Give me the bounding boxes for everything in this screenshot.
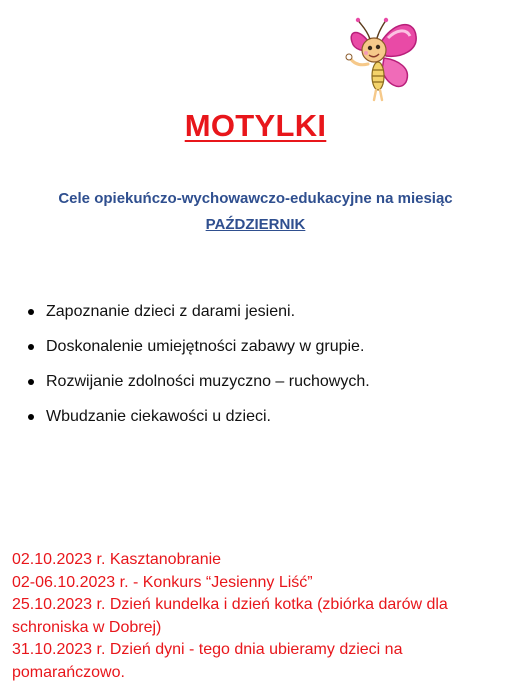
bullet-icon xyxy=(28,309,34,315)
butterfly-mascot-icon xyxy=(340,14,418,102)
events-list xyxy=(12,549,517,684)
subtitle xyxy=(0,186,511,238)
list-item xyxy=(22,405,370,440)
bullet-icon xyxy=(28,414,34,420)
list-item xyxy=(22,300,370,335)
list-item xyxy=(22,370,370,405)
page-title: MOTYLKI xyxy=(184,108,327,143)
event-item: 02.10.2023 r. Kasztanobranie xyxy=(12,551,222,568)
goal-text: Doskonalenie umiejętności zabawy w grupie. xyxy=(46,338,365,355)
bullet-icon xyxy=(28,379,34,385)
month-label: PAŹDZIERNIK xyxy=(205,216,306,233)
goal-text: Zapoznanie dzieci z darami jesieni. xyxy=(46,303,296,320)
bullet-icon xyxy=(28,344,34,350)
goal-text: Rozwijanie zdolności muzyczno – ruchowych. xyxy=(46,373,370,390)
event-item: 25.10.2023 r. Dzień kundelka i dzień kotka (zbiórka darów dla schroniska w Dobrej) xyxy=(12,596,448,636)
list-item xyxy=(22,335,370,370)
event-item: 31.10.2023 r. Dzień dyni - tego dnia ubieramy dzieci na pomarańczowo. xyxy=(12,641,403,681)
goals-list xyxy=(22,300,370,440)
goal-text: Wbudzanie ciekawości u dzieci. xyxy=(46,408,271,425)
subtitle-text: Cele opiekuńczo-wychowawczo-edukacyjne na miesiąc xyxy=(58,190,453,207)
event-item: 02-06.10.2023 r. - Konkurs “Jesienny Liść” xyxy=(12,573,313,591)
